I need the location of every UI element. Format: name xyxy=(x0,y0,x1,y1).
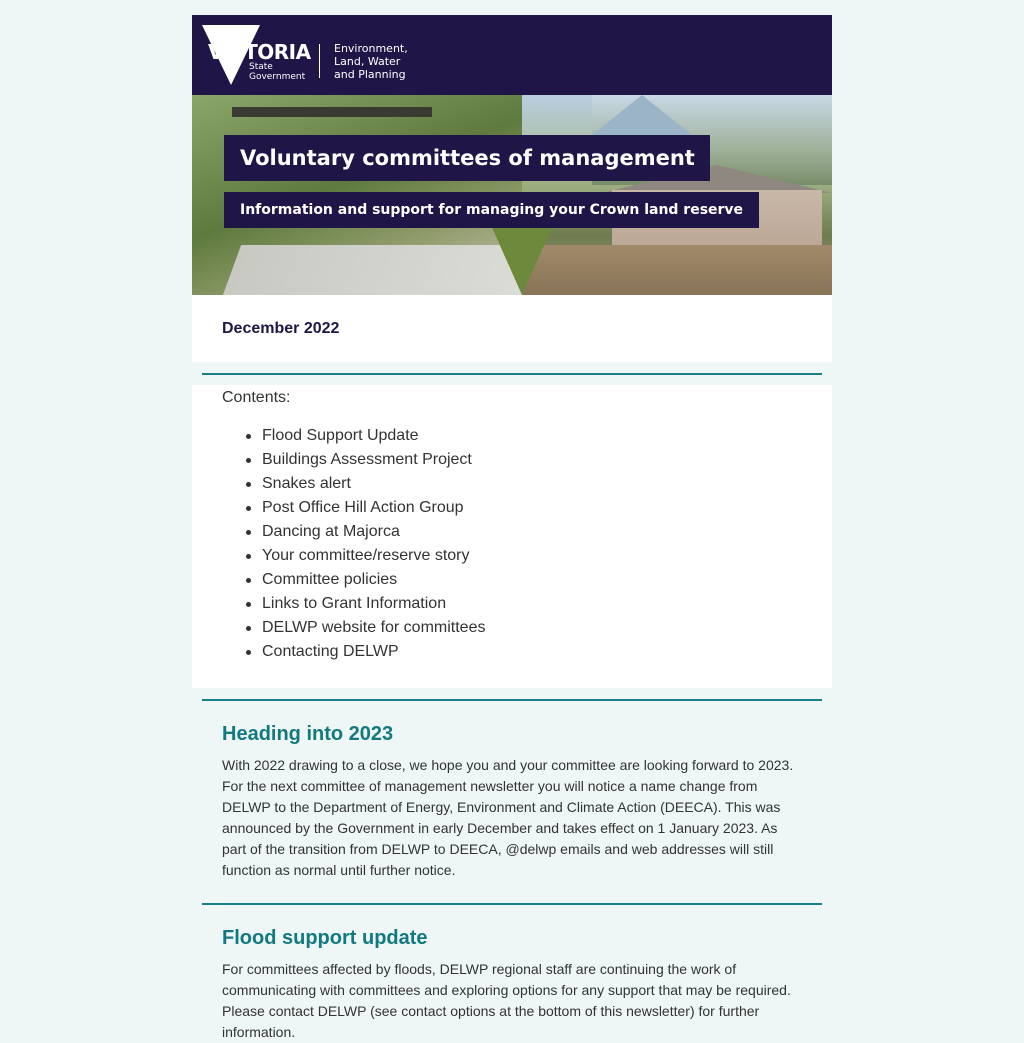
banner-ground xyxy=(522,245,832,295)
banner xyxy=(192,95,832,295)
section-heading: Flood support update xyxy=(222,927,428,949)
divider xyxy=(202,373,822,375)
banner-triangle-sky xyxy=(592,95,692,135)
contents-item[interactable]: Snakes alert xyxy=(246,472,802,496)
banner-subtitle: Information and support for managing your Crown land reserve xyxy=(224,192,759,228)
date-block xyxy=(192,295,832,362)
section-heading-into-2023 xyxy=(192,711,832,881)
header xyxy=(192,15,832,95)
logo-wordmark: VICTORIA xyxy=(208,40,311,64)
department-name: Environment, Land, Water and Planning xyxy=(334,42,408,81)
divider xyxy=(202,699,822,701)
contents-item[interactable]: Post Office Hill Action Group xyxy=(246,496,802,520)
contents-item[interactable]: Flood Support Update xyxy=(246,424,802,448)
contents xyxy=(192,385,832,688)
contents-item[interactable]: Your committee/reserve story xyxy=(246,544,802,568)
contents-item[interactable]: Buildings Assessment Project xyxy=(246,448,802,472)
section-body: With 2022 drawing to a close, we hope you and your committee are looking forward to 2023. For the next committee of management newsletter you will notice a name change from DELWP to the Department of Energy, Environment and Climate Action (DEECA). This was announced by the Government in early December and takes effect on 1 January 2023. As part of the transition from DELWP to DEECA, @delwp emails and web addresses will still function as normal until further notice. xyxy=(222,757,794,878)
section-flood-support xyxy=(192,915,832,1043)
logo-subtitle: State Government xyxy=(249,62,306,82)
section-heading: Heading into 2023 xyxy=(222,723,394,745)
divider xyxy=(202,903,822,905)
newsletter xyxy=(192,15,832,1043)
contents-list xyxy=(222,424,802,664)
contents-item[interactable]: Contacting DELWP xyxy=(246,640,802,664)
contents-item[interactable]: Links to Grant Information xyxy=(246,592,802,616)
contents-label: Contents: xyxy=(222,389,291,406)
contents-item[interactable]: DELWP website for committees xyxy=(246,616,802,640)
section-body: For committees affected by floods, DELWP regional staff are continuing the work of communicating with committees and exploring options for any support that may be required. Please contact DELWP (see contact options at the bottom of this newsletter) for further information. xyxy=(222,961,791,1040)
banner-title: Voluntary committees of management xyxy=(224,135,710,181)
contents-item[interactable]: Dancing at Majorca xyxy=(246,520,802,544)
contents-item[interactable]: Committee policies xyxy=(246,568,802,592)
banner-bridge xyxy=(232,107,432,117)
logo-divider xyxy=(319,44,320,78)
issue-date: December 2022 xyxy=(222,320,340,337)
